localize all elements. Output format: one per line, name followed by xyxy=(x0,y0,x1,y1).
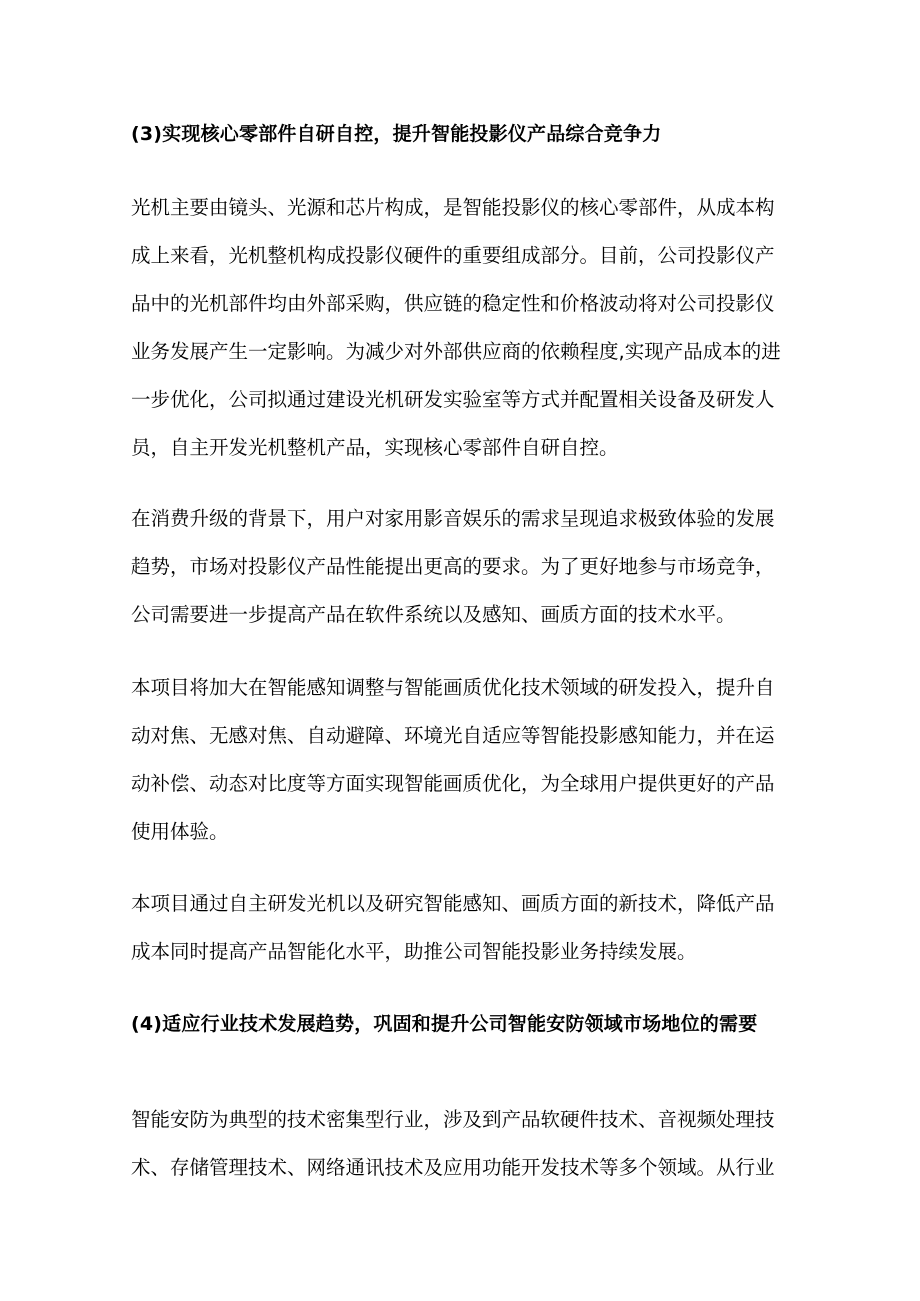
text-line: 智能安防为典型的技术密集型行业，涉及到产品软硬件技术、音视频处理技 xyxy=(131,1108,775,1131)
section-3-heading: (3)实现核心零部件自研自控，提升智能投影仪产品综合竞争力 xyxy=(131,123,662,145)
text-line: 成本同时提高产品智能化水平，助推公司智能投影业务持续发展。 xyxy=(131,940,697,963)
text-line: 动补偿、动态对比度等方面实现智能画质优化，为全球用户提供更好的产品 xyxy=(131,772,775,795)
text-line: 在消费升级的背景下，用户对家用影音娱乐的需求呈现追求极致体验的发展 xyxy=(131,507,775,530)
section-4-paragraph-1 xyxy=(131,1096,793,1192)
text-line: 动对焦、无感对焦、自动避障、环境光自适应等智能投影感知能力，并在运 xyxy=(131,724,775,747)
text-line: 术、存储管理技术、网络通讯技术及应用功能开发技术等多个领域。从行业 xyxy=(131,1156,775,1179)
section-3-paragraph-2 xyxy=(131,495,793,639)
section-4-heading: (4)适应行业技术发展趋势，巩固和提升公司智能安防领域市场地位的需要 xyxy=(131,1013,758,1035)
text-line: 业务发展产生一定影响。为减少对外部供应商的依赖程度,实现产品成本的进 xyxy=(131,340,781,363)
text-line: 光机主要由镜头、光源和芯片构成，是智能投影仪的核心零部件，从成本构 xyxy=(131,196,775,219)
section-3-paragraph-4 xyxy=(131,880,793,976)
text-line: 公司需要进一步提高产品在软件系统以及感知、画质方面的技术水平。 xyxy=(131,603,736,626)
text-line: 员，自主开发光机整机产品，实现核心零部件自研自控。 xyxy=(131,436,619,459)
section-3-paragraph-3 xyxy=(131,664,793,856)
text-line: 品中的光机部件均由外部采购，供应链的稳定性和价格波动将对公司投影仪 xyxy=(131,292,775,315)
text-line: 一步优化，公司拟通过建设光机研发实验室等方式并配置相关设备及研发人 xyxy=(131,388,775,411)
text-line: 成上来看，光机整机构成投影仪硬件的重要组成部分。目前，公司投影仪产 xyxy=(131,244,775,267)
text-line: 本项目将加大在智能感知调整与智能画质优化技术领域的研发投入，提升自 xyxy=(131,676,775,699)
text-line: 本项目通过自主研发光机以及研究智能感知、画质方面的新技术，降低产品 xyxy=(131,892,775,915)
text-line: 趋势，市场对投影仪产品性能提出更高的要求。为了更好地参与市场竞争， xyxy=(131,555,775,578)
section-3-paragraph-1 xyxy=(131,184,793,472)
text-line: 使用体验。 xyxy=(131,820,229,843)
